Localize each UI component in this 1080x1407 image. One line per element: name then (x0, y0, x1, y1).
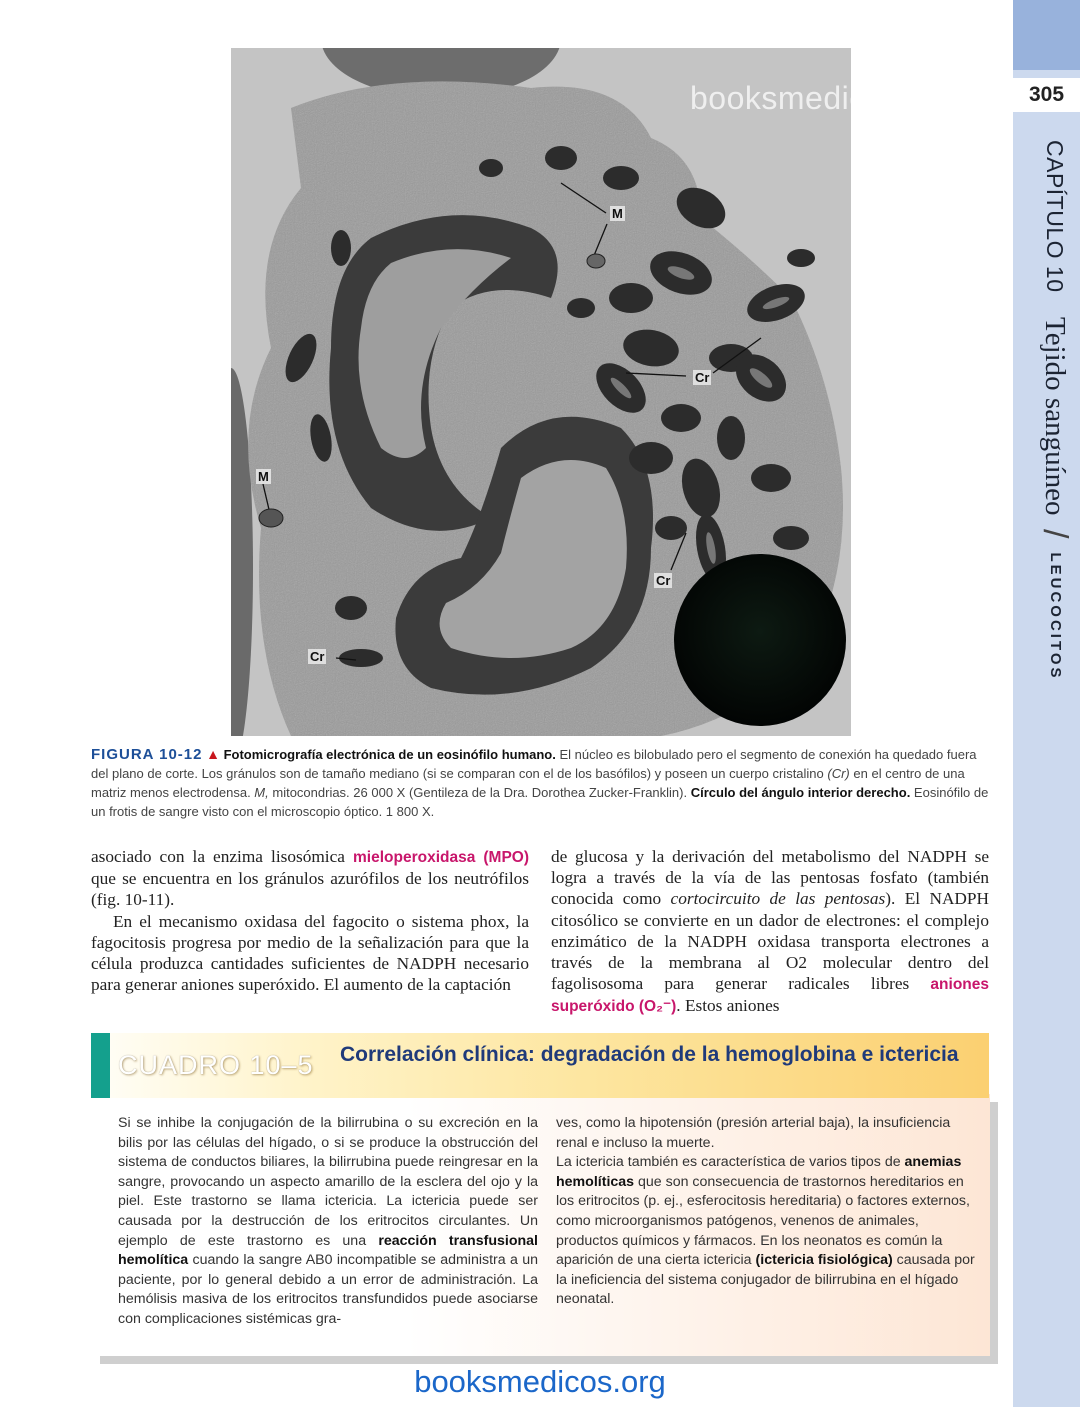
box-title: Correlación clínica: degradación de la hemoglobina e ictericia (340, 1043, 959, 1066)
text-run: cuando la sangre AB0 incompatible se administra a un paciente, por lo general debido a un error de administración. La hemólisis masiva de los eritrocitos transfundidos puede asociarse con complicaciones sistémicas gra- (118, 1252, 538, 1327)
caption-title: Fotomicrografía electrónica de un eosinófilo humano. (223, 747, 556, 762)
paragraph (556, 1153, 976, 1310)
watermark-overlay: booksmedicos.org (690, 80, 958, 116)
text-run: de glucosa y la derivación del metabolismo del NADPH se logra a través de la vía de las pentosas fosfato (también conocida como (551, 847, 989, 909)
text-run: asociado con la enzima lisosómica (91, 847, 353, 866)
text-run: causada por la ineficiencia del sistema conjugador de bilirrubina en el hígado neonatal. (556, 1252, 975, 1308)
paragraph: En el mecanismo oxidasa del fagocito o sistema phox, la fagocitosis progresa por medio de la señalización para que la célula produzca cantidades suficientes de NADPH necesario para generar aniones superóxido. El aumento de la captación (91, 911, 529, 995)
footer-watermark: booksmedicos.org (414, 1364, 666, 1399)
caption-cr: (Cr) (827, 766, 850, 781)
label-crystalline-core-2: Cr (656, 573, 671, 588)
light-micrograph-inset (674, 554, 846, 726)
chapter-title: Tejido sanguíneo (1039, 316, 1071, 516)
caption-inset-title: Círculo del ángulo interior derecho. (690, 785, 911, 800)
term-superoxide: aniones superóxido (O₂⁻) (551, 976, 989, 1016)
bold-term: (ictericia fisiológica) (755, 1252, 893, 1269)
body-column-left (91, 846, 529, 995)
caption-text-4: Eosinófilo de un frotis de sangre visto con el microscopio óptico. 1 800 X. (91, 785, 989, 819)
triangle-marker-icon: ▲ (206, 746, 220, 762)
label-crystalline-core-3: Cr (310, 649, 325, 664)
micrograph-image (231, 48, 851, 736)
chapter-label: CAPÍTULO 10 (1042, 140, 1068, 293)
term-mpo: mieloperoxidasa (MPO) (353, 849, 530, 866)
section-label: LEUCOCITOS (1047, 552, 1064, 681)
bold-term: reacción transfusional hemolítica (118, 1232, 538, 1269)
chapter-separator: / (1036, 529, 1074, 539)
figure-caption (91, 745, 991, 821)
paragraph: ves, como la hipotensión (presión arterial baja), la insuficiencia renal e incluso la muerte. (556, 1115, 951, 1151)
label-crystalline-core-1: Cr (695, 370, 710, 385)
caption-text-1: El núcleo es bilobulado pero el segmento de conexión ha quedado fuera del plano de corte. Los gránulos son de tamaño mediano (si se comparan con el de los basófilos) y poseen un cuerpo cristalino (91, 747, 977, 781)
text-run: La ictericia también es característica de varios tipos de (556, 1154, 905, 1171)
bold-term: anemias hemolíticas (556, 1154, 962, 1190)
paragraph (118, 1114, 538, 1330)
page-number: 305 (1013, 78, 1080, 112)
paragraph (551, 846, 989, 1018)
text-run: . Estos aniones (676, 996, 780, 1016)
box-column-left (118, 1114, 538, 1330)
body-column-right (551, 846, 989, 1018)
caption-text-2: en el centro de una matriz menos electrodensa. (91, 766, 965, 800)
side-tab-accent (1013, 0, 1080, 70)
chapter-heading-vertical (1026, 140, 1074, 700)
eosinophil-micrograph (231, 48, 851, 736)
box-column-right (556, 1114, 976, 1310)
text-run: ). El NADPH citosólico se convierte en un dador de electrones: el complejo enzimático de la NADPH oxidasa transporta electrones a través de la membrana al O2 molecular dentro del fagolisosoma para generar radicales libres (551, 889, 989, 994)
caption-m: M, (254, 785, 269, 800)
box-number: CUADRO 10–5 (118, 1050, 314, 1080)
text-run: que se encuentra en los gránulos azurófilos de los neutrófilos (fig. 10-11). (91, 869, 529, 910)
figure-label: FIGURA 10-12 (91, 746, 203, 763)
clinical-box-accent-bar (91, 1033, 110, 1098)
label-mitochondria-2: M (258, 469, 269, 484)
label-mitochondria-1: M (612, 206, 623, 221)
text-run: que son consecuencia de trastornos hereditarios en los eritrocitos (p. ej., esferocitosis hereditaria) o factores externos, como microorganismos patógenos, venenos de animales, productos químicos y fármacos. En los neonatos es común la aparición de una cierta ictericia (556, 1173, 970, 1269)
paragraph (91, 846, 529, 911)
text-run: Si se inhibe la conjugación de la bilirrubina o su excreción en la bilis por las células del hígado, o si se produce la obstrucción del sistema de conductos biliares, la bilirrubina puede reingresar en la sangre, provocando un aspecto amarillo de la esclera del ojo y la piel. Este trastorno se llama ictericia. La ictericia puede ser causada por la destrucción de los eritrocitos circulantes. Un ejemplo de este trastorno es una (118, 1115, 538, 1249)
italic-term: cortocircuito de las pentosas (670, 889, 886, 909)
caption-text-3: mitocondrias. 26 000 X (Gentileza de la Dra. Dorothea Zucker-Franklin). (268, 785, 691, 800)
